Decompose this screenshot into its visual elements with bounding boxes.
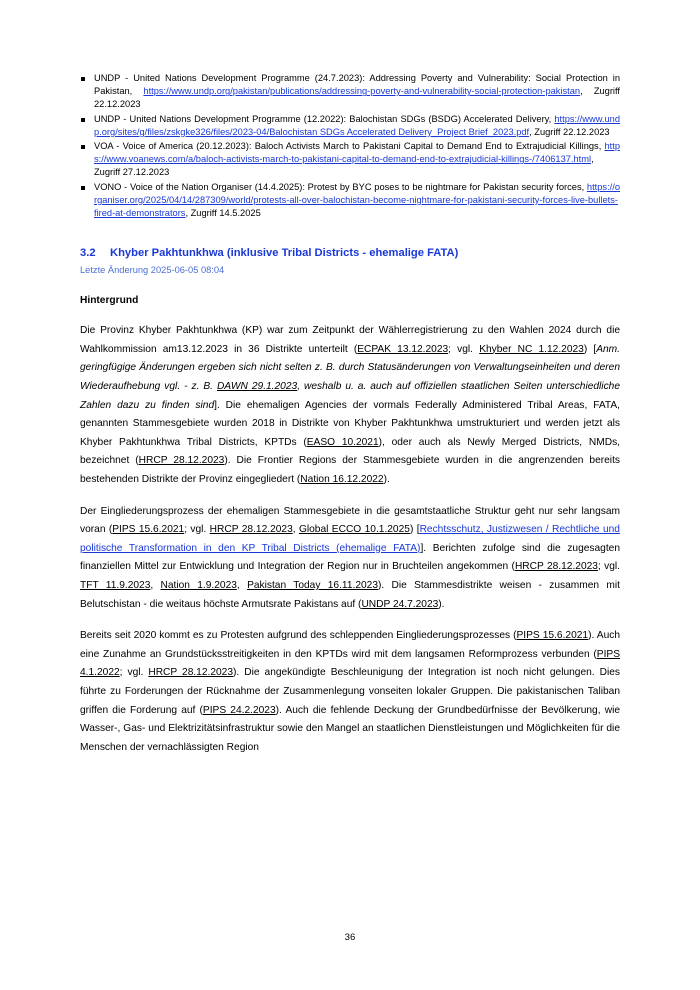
reference-text: UNDP - United Nations Development Programme (12.2022): Balochistan SDGs (BSDG) Accelerated Delivery, xyxy=(94,113,555,124)
citation-nation: Nation 1.9.2023 xyxy=(160,579,237,591)
reference-text: VOA - Voice of America (20.12.2023): Baloch Activists March to Pakistani Capital to Demand End to Extrajudicial Killings, xyxy=(94,141,605,152)
section-title: Khyber Pakhtunkhwa (inklusive Tribal Districts - ehemalige FATA) xyxy=(110,247,459,260)
paragraph-background-1 xyxy=(80,322,620,489)
citation-hrcp: HRCP 28.12.2023 xyxy=(148,667,234,679)
text-run: , xyxy=(292,524,299,536)
text-run: ). Auch die fehlende Deckung der Grundbedürfnisse der Bevölkerung, wie Wasser-, Gas- und Elektrizitätsinfrastruktur sowie den Mangel an staatlichen Dienstleistungen und Möglichkeiten für die Menschen der vernachlässigten Region xyxy=(80,704,620,753)
text-run: ). Die Stammesdistrikte weisen - zusammen mit Belutschistan - die weitaus höchste Armutsrate Pakistans auf ( xyxy=(80,579,620,610)
cross-reference-link[interactable]: Rechtsschutz, Justizwesen / Rechtliche und politische Transformation in den KP Tribal Districts (ehemalige FATA) xyxy=(80,524,620,554)
citation-pakistan-today: Pakistan Today 16.11.2023 xyxy=(247,579,378,591)
paragraph-background-3 xyxy=(80,627,620,757)
citation-easo: EASO 10.2021 xyxy=(306,436,379,448)
reference-link[interactable]: https://organiser.org/2025/04/14/287309/world/protests-all-over-balochistan-become-nightmare-for-pakistani-security-forces-live-bullets-fired-at-demonstrators xyxy=(94,181,620,219)
text-run: ). xyxy=(438,598,445,610)
page-footer xyxy=(0,932,700,943)
text-run: ), oder auch als Newly Merged Districts, NMDs, bezeichnet ( xyxy=(80,436,620,467)
list-item xyxy=(80,72,620,112)
reference-text: VONO - Voice of the Nation Organiser (14.4.2025): Protest by BYC poses to be nightmare for Pakistan security forces, xyxy=(94,181,587,192)
text-run: Bereits seit 2020 kommt es zu Protesten aufgrund des schleppenden Eingliederungsprozesses ( xyxy=(80,630,517,642)
citation-hrcp: HRCP 28.12.2023 xyxy=(209,524,293,536)
text-run: ; vgl. xyxy=(448,343,480,355)
reference-access: , Zugriff 27.12.2023 xyxy=(94,154,594,178)
note-text: , weshalb u. a. auch auf offiziellen staatlichen Seiten unterschiedliche Zahlen dazu zu finden sind xyxy=(80,381,620,411)
reference-access: , Zugriff 22.12.2023 xyxy=(94,86,620,110)
citation-hrcp: HRCP 28.12.2023 xyxy=(514,561,598,573)
list-item xyxy=(80,140,620,180)
section-heading xyxy=(80,246,620,261)
section-last-modified: Letzte Änderung 2025-06-05 08:04 xyxy=(80,265,225,276)
paragraph-background-2 xyxy=(80,503,620,615)
citation-pips: PIPS 24.2.2023 xyxy=(202,704,276,716)
citation-khyber-nc: Khyber NC 1.12.2023 xyxy=(479,343,584,355)
page-number: 36 xyxy=(344,932,356,943)
citation-hrcp: HRCP 28.12.2023 xyxy=(138,455,225,467)
section-number: 3.2 xyxy=(80,247,96,260)
subsection-heading: Hintergrund xyxy=(80,295,139,307)
citation-ecpak: ECPAK 13.12.2023 xyxy=(357,343,449,355)
list-item xyxy=(80,181,620,221)
note-text: Anm. geringfügige Änderungen ergeben sich nicht selten z. B. durch Statusänderungen von Verwaltungseinheiten und deren Wiederaufhebung vgl. - z. B. xyxy=(80,343,620,393)
text-run: Die Provinz Khyber Pakhtunkhwa (KP) war zum Zeitpunkt der Wählerregistrierung zu den Wahlen 2024 durch die Wahlkommission am13.12.2023 in 36 Distrikte unterteilt ( xyxy=(80,325,620,355)
text-run: ). Die Frontier Regions der Stammesgebiete wurden in die angrenzenden bereits bestehenden Distrikte der Provinz eingegliedert ( xyxy=(80,455,620,485)
citation-pips: PIPS 15.6.2021 xyxy=(516,630,589,642)
reference-access: , Zugriff 22.12.2023 xyxy=(529,126,610,137)
page-content xyxy=(80,72,620,757)
text-run: ]. Berichten zufolge sind die zugesagten finanziellen Mittel zur Entwicklung und Integration der Region nur in Bruchteilen angekommen ( xyxy=(80,542,620,573)
citation-undp: UNDP 24.7.2023 xyxy=(361,598,439,610)
text-run: ). Auch eine Zunahme an Grundstücksstreitigkeiten in den KPTDs wird mit dem langsamen Reformprozess verbunden ( xyxy=(80,630,621,660)
reference-access: , Zugriff 14.5.2025 xyxy=(185,208,261,219)
text-run: , xyxy=(150,579,161,591)
text-run: ]. Die ehemaligen Agencies der vormals Federally Administered Tribal Areas, FATA, genannten Stammesgebiete wurden 2018 in Distrikte von Khyber Pakhtunkhwa umstrukturiert und werden jetzt als Khyber Pakhtunkhwa Tribal Districts, KPTDs ( xyxy=(80,399,620,448)
text-run: ; vgl. xyxy=(119,667,149,679)
citation-pips: PIPS 4.1.2022 xyxy=(80,648,620,679)
reference-link[interactable]: https://www.undp.org/pakistan/publications/addressing-poverty-and-vulnerability-social-protection-pakistan xyxy=(143,86,581,97)
text-run: ). xyxy=(383,473,390,485)
reference-text: UNDP - United Nations Development Programme (24.7.2023): Addressing Poverty and Vulnerability: Social Protection in Pakistan, xyxy=(94,73,620,97)
citation-global-ecco: Global ECCO 10.1.2025 xyxy=(298,524,410,536)
text-run: ; vgl. xyxy=(184,524,210,536)
citation-pips: PIPS 15.6.2021 xyxy=(112,524,185,536)
text-run: ; vgl. xyxy=(597,561,621,573)
reference-list xyxy=(80,72,620,220)
text-run: ) [ xyxy=(409,524,420,536)
list-item xyxy=(80,113,620,139)
citation-tft: TFT 11.9.2023 xyxy=(80,579,151,591)
text-run: , xyxy=(236,579,248,591)
citation-nation: Nation 16.12.2022 xyxy=(300,473,384,485)
reference-link[interactable]: https://www.voanews.com/a/baloch-activists-march-to-pakistani-capital-to-demand-end-to-extrajudicial-killings-/7406137.html xyxy=(94,141,620,165)
reference-link[interactable]: https://www.undp.org/sites/g/files/zskgke326/files/2023-04/Balochistan SDGs Accelerated Delivery_Project Brief_2023.pdf xyxy=(94,113,620,137)
citation-dawn: DAWN 29.1.2023 xyxy=(216,381,298,393)
text-run: Der Eingliederungsprozess der ehemaligen Stammesgebiete in die gesamtstaatliche Struktur geht nur sehr langsam voran ( xyxy=(80,505,620,536)
text-run: ). Die angekündigte Beschleunigung der Integration ist noch nicht gelungen. Dies führte zu Forderungen der Rücknahme der Zusammenlegung vonseiten lokaler Gruppen. Die pakistanischen Taliban griffen die Forderung auf ( xyxy=(80,667,620,716)
text-run: ) [ xyxy=(583,343,597,355)
